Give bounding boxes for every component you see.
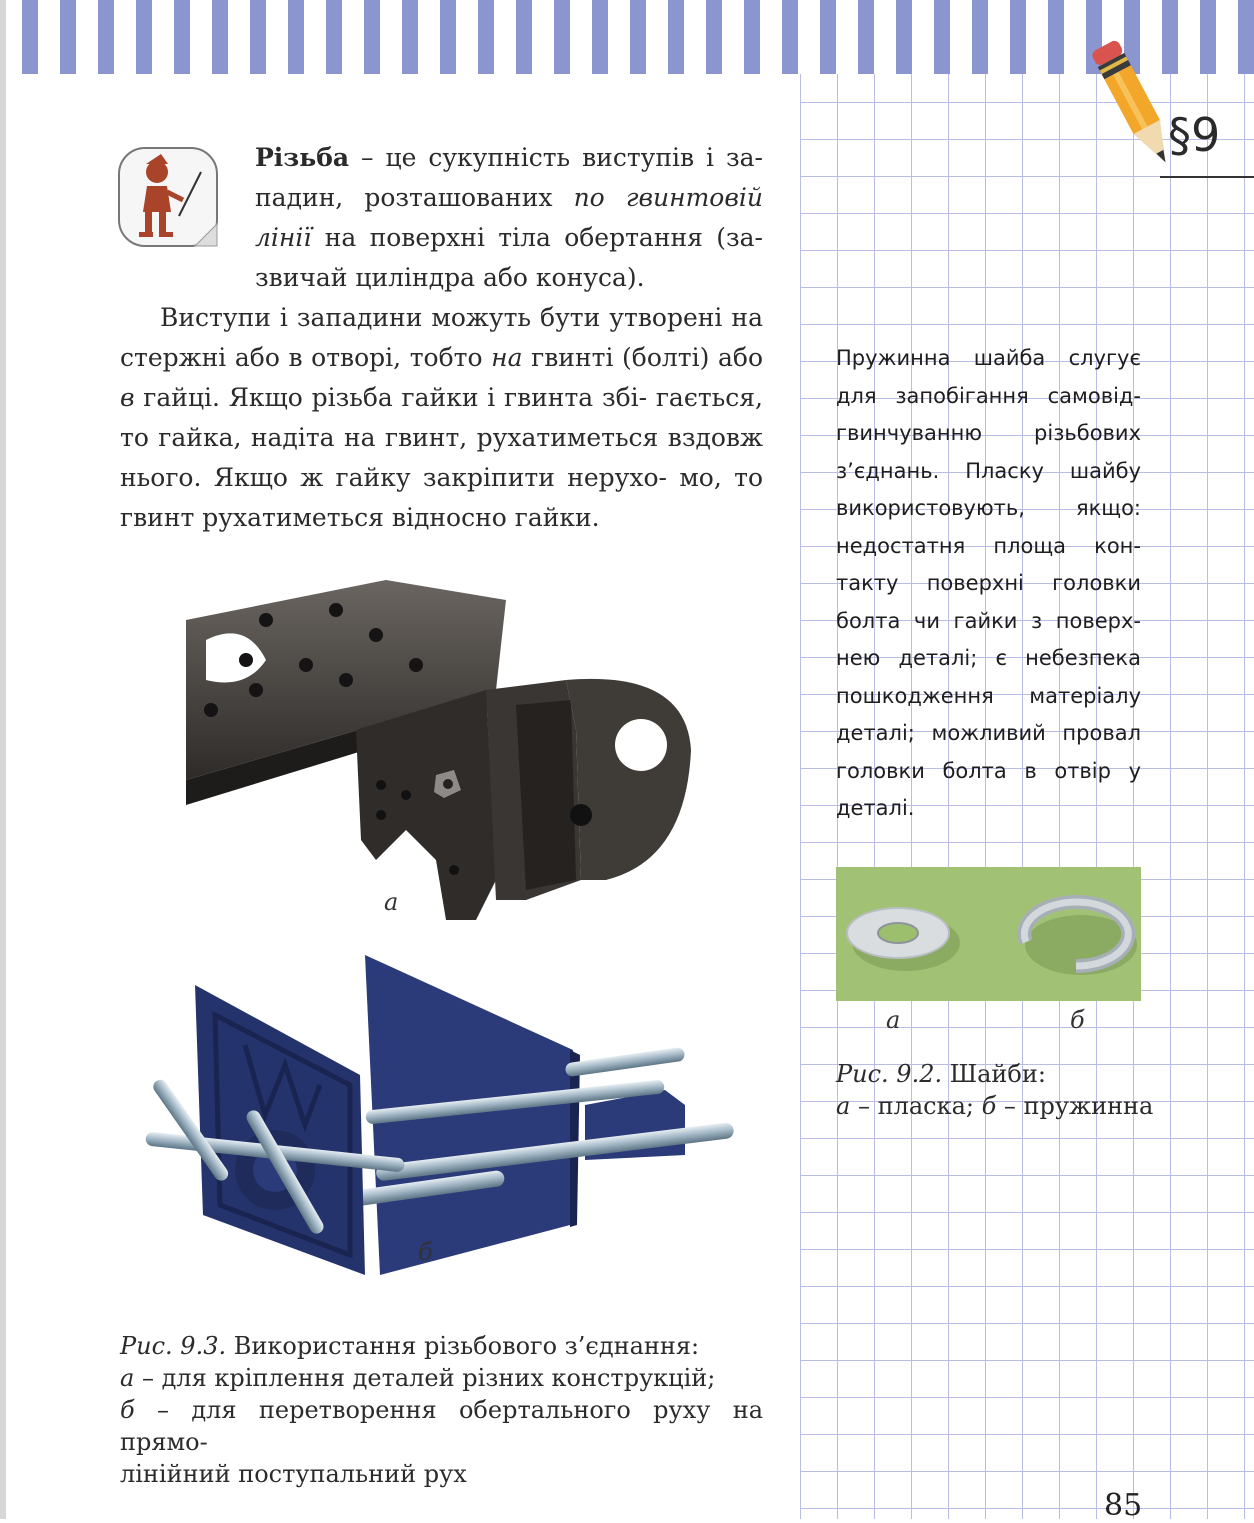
fig-9-2-caption: Рис. 9.2. Шайби: а – пласка; б – пружинна [836,1060,1154,1120]
side-note: Пружинна шайба слугує для запобігання самовід- гвинчуванню різьбових з’єднань. Пласку шайбу використовують, якщо: недостатня площа кон- такту поверхні головки болта чи гайки з поверх- нею деталі; є небезпека пошкодження матеріалу деталі; можливий провал головки болта в отвір у деталі. [836,346,1141,820]
fig-9-2-label-a: а [886,1006,901,1034]
washers-photo [836,867,1141,1001]
section-mark: §9 [1168,108,1221,162]
fig-9-3-label-b: б [418,1238,433,1266]
definition-block: Різьба – це сукупність виступів і за- падин, розташованих по гвинтовій лінії на поверхні тіла обертання (за- звичай циліндра або конуса). [255,143,763,292]
page-number: 85 [1104,1488,1143,1523]
body-paragraph: Виступи і западини можуть бути утворені на стержні або в отворі, тобто на гвинті (болті) або в гайці. Якщо різьба гайки і гвинта збі- гається, то гайка, надіта на гвинт, рухатиметься вздовж нього. Якщо ж гайку закріпити нерухо- мо, то гвинт рухатиметься відносно гайки. [120,303,763,532]
main-text [120,138,763,538]
vise-photo [145,955,740,1310]
fig-9-3-caption: Рис. 9.3. Використання різьбового з’єднання: а – для кріплення деталей різних конструкцій; б – для перетворення обертального руху на прямо- лінійний поступальний рух [120,1332,763,1488]
page-left-edge [0,0,6,1519]
term-rizba: Різьба [255,143,350,172]
fig-9-2-label-b: б [1070,1006,1085,1034]
section-underline [1160,176,1254,178]
fig-9-3-label-a: а [384,888,399,916]
bracket-photo [186,580,706,940]
top-stripe-border [0,0,1254,74]
